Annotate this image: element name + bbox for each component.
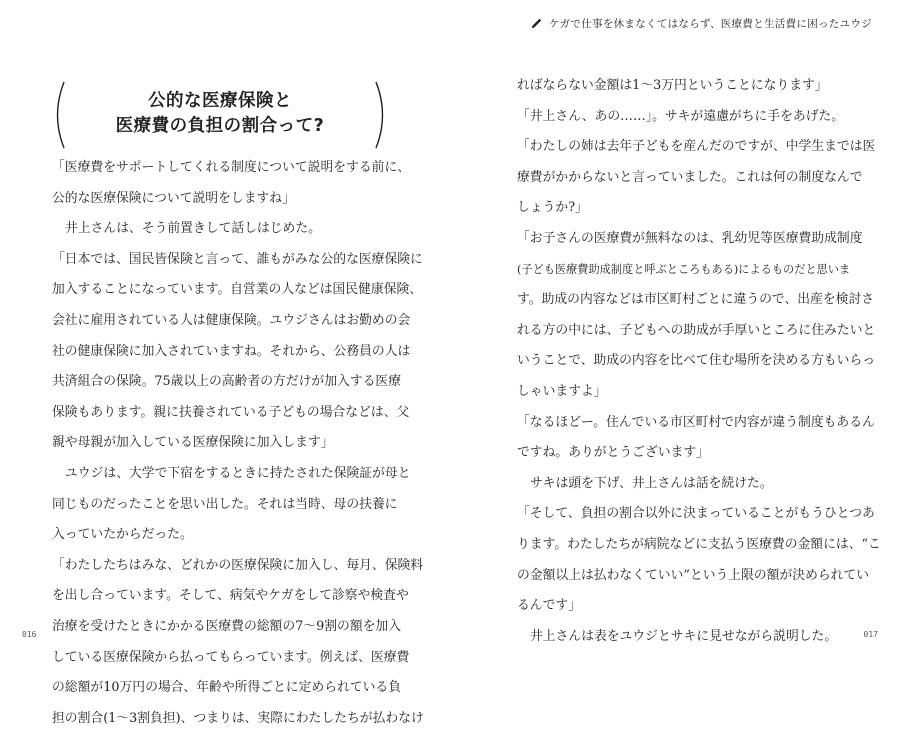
body-line: 療費がかからないと言っていました。これは何の制度なんで — [517, 169, 863, 185]
body-line: 「井上さん、あの……」。サキが遠慮がちに手をあげた。 — [517, 108, 845, 124]
body-line: るんです」 — [517, 598, 581, 614]
section-heading-box — [50, 80, 390, 150]
body-line: ります。わたしたちが病院などに支払う医療費の金額には、“こ — [517, 536, 881, 552]
body-line: 「わたしの姉は去年子どもを産んだのですが、中学生までは医 — [517, 139, 876, 155]
running-head-text: ケガで仕事を休まなくてはならず、医療費と生活費に困ったユウジ — [549, 18, 872, 30]
body-line: ればならない金額は1〜3万円ということになります」 — [517, 78, 828, 93]
body-line: サキは頭を下げ、井上さんは話を続けた。 — [530, 475, 773, 491]
page-number-left: 016 — [22, 630, 37, 639]
heading-line-1: 公的な医療保険と — [148, 91, 292, 111]
body-line: 治療を受けたときにかかる医療費の総額の7〜9割の額を加入 — [52, 618, 402, 634]
body-line: しょうか?」 — [517, 200, 588, 216]
body-line: 「医療費をサポートしてくれる制度について説明をする前に、 — [52, 160, 411, 175]
body-line: 担の割合(1〜3割負担)、つまりは、実際にわたしたちが払わなけ — [52, 710, 424, 726]
body-line: の総額が10万円の場合、年齢や所得ごとに定められている負 — [52, 680, 402, 696]
body-line: している医療保険から払ってもらっています。例えば、医療費 — [52, 649, 410, 665]
body-line: 会社に雇用されている人は健康保険。ユウジさんはお勤めの会 — [52, 312, 411, 328]
body-line: 親や母親が加入している医療保険に加入します」 — [52, 435, 334, 451]
body-line: (子ども医療費助成制度と呼ぶところもある)によるものだと思いま — [517, 262, 851, 276]
body-line: 入っていたからだった。 — [52, 527, 193, 543]
body-line: れる方の中には、子どもへの助成が手厚いところに住みたいと — [517, 322, 876, 338]
page-number-right: 017 — [863, 630, 878, 639]
body-line: 社の健康保険に加入されていますね。それから、公務員の人は — [52, 343, 411, 359]
body-line: す。助成の内容などは市区町村ごとに違うので、出産を検討さ — [517, 292, 875, 308]
heading-line-2: 医療費の負担の割合って? — [115, 116, 325, 136]
body-line: 共済組合の保険。75歳以上の高齢者の方だけが加入する医療 — [52, 374, 402, 390]
body-line: 同じものだったことを思い出した。それは当時、母の扶養に — [52, 496, 398, 512]
section-heading — [50, 89, 390, 139]
running-head — [531, 16, 872, 31]
body-line: の金額以上は払わなくていい”という上限の額が決められてい — [517, 567, 870, 583]
body-line: 「なるほどー。住んでいる市区町村で内容が違う制度もあるん — [517, 414, 875, 430]
body-line: 井上さんは、そう前置きして話しはじめた。 — [65, 221, 321, 237]
body-line: いうことで、助成の内容を比べて住む場所を決める方もいらっ — [517, 353, 876, 369]
left-body-text — [52, 153, 424, 734]
body-line: しゃいますよ」 — [517, 383, 607, 399]
body-line: 「わたしたちはみな、どれかの医療保険に加入し、毎月、保険料 — [52, 557, 424, 573]
body-line: 保険もあります。親に扶養されている子どもの場合などは、父 — [52, 404, 410, 420]
body-line: 井上さんは表をユウジとサキに見せながら説明した。 — [530, 628, 838, 644]
body-line: 「お子さんの医療費が無料なのは、乳幼児等医療費助成制度 — [517, 230, 863, 246]
body-line: ユウジは、大学で下宿をするときに持たされた保険証が母と — [65, 465, 411, 481]
body-line: 加入することになっています。自営業の人などは国民健康保険、 — [52, 282, 423, 298]
body-line: を出し合っています。そして、病気やケガをして診察や検査や — [52, 588, 409, 604]
right-bracket-ornament — [374, 80, 390, 150]
left-page — [0, 0, 450, 726]
body-line: 公的な医療保険について説明をしますね」 — [52, 190, 295, 206]
right-page — [450, 0, 900, 661]
body-line: 「そして、負担の割合以外に決まっていることがもうひとつあ — [517, 506, 875, 522]
pen-icon — [531, 18, 542, 29]
body-line: 「日本では、国民皆保険と言って、誰もがみな公的な医療保険に — [52, 251, 423, 267]
body-line: ですね。ありがとうございます」 — [517, 445, 709, 461]
